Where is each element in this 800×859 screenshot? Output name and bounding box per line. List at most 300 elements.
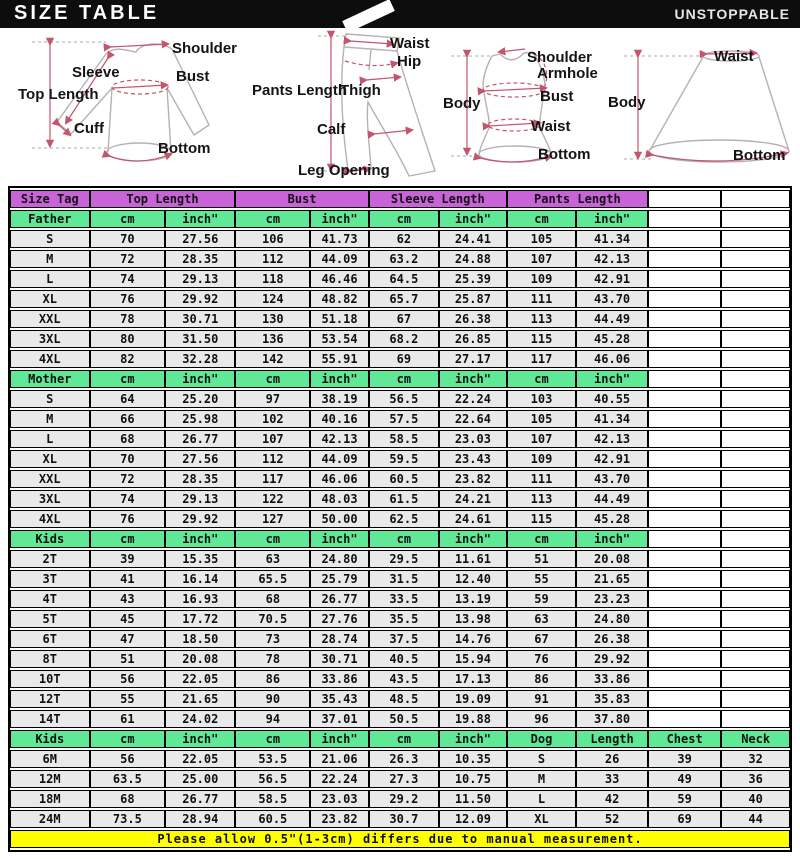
- size-tag-cell: 4XL: [10, 510, 90, 528]
- value-cell: 23.43: [439, 450, 507, 468]
- blank-cell: [721, 230, 790, 248]
- value-cell: 42.13: [576, 250, 648, 268]
- value-cell: 46.06: [576, 350, 648, 368]
- value-cell: 52: [576, 810, 648, 828]
- value-cell: 29.2: [369, 790, 439, 808]
- value-cell: 22.24: [310, 770, 369, 788]
- value-cell: 70: [90, 230, 166, 248]
- value-cell: 25.98: [165, 410, 235, 428]
- value-cell: 21.65: [576, 570, 648, 588]
- header-bar: [0, 0, 800, 28]
- value-cell: 24.21: [439, 490, 507, 508]
- section-name-cell: Father: [10, 210, 90, 228]
- value-cell: 107: [507, 430, 576, 448]
- value-cell: 86: [507, 670, 576, 688]
- value-cell: 41: [90, 570, 166, 588]
- value-cell: 63.2: [369, 250, 439, 268]
- value-cell: 47: [90, 630, 166, 648]
- unit-cell: inch": [310, 210, 369, 228]
- pants-label-calf: Calf: [317, 121, 346, 138]
- value-cell: 74: [90, 270, 166, 288]
- value-cell: 22.24: [439, 390, 507, 408]
- blank-cell: [721, 430, 790, 448]
- value-cell: 27.76: [310, 610, 369, 628]
- value-cell: 117: [507, 350, 576, 368]
- value-cell: 109: [507, 450, 576, 468]
- value-cell: 14.76: [439, 630, 507, 648]
- value-cell: 124: [235, 290, 310, 308]
- value-cell: 33: [576, 770, 648, 788]
- value-cell: 40.5: [369, 650, 439, 668]
- value-cell: 26.38: [576, 630, 648, 648]
- unit-cell: cm: [235, 530, 310, 548]
- value-cell: S: [507, 750, 576, 768]
- size-tag-cell: 3XL: [10, 330, 90, 348]
- value-cell: 58.5: [235, 790, 310, 808]
- value-cell: 55: [507, 570, 576, 588]
- unit-cell: inch": [576, 370, 648, 388]
- value-cell: 127: [235, 510, 310, 528]
- vest-label-bust: Bust: [540, 88, 574, 105]
- value-cell: 68: [90, 790, 166, 808]
- value-cell: 78: [235, 650, 310, 668]
- value-cell: 30.71: [310, 650, 369, 668]
- table-row: [10, 230, 790, 248]
- value-cell: 73: [235, 630, 310, 648]
- value-cell: 122: [235, 490, 310, 508]
- blank-cell: [721, 510, 790, 528]
- pants-label-pants-length: Pants Length: [252, 82, 348, 99]
- value-cell: 24.61: [439, 510, 507, 528]
- unit-cell: cm: [507, 210, 576, 228]
- shirt-label-shoulder: Shoulder: [172, 40, 238, 57]
- value-cell: 20.08: [165, 650, 235, 668]
- unit-cell: inch": [310, 530, 369, 548]
- value-cell: 29.92: [165, 510, 235, 528]
- value-cell: 32.28: [165, 350, 235, 368]
- value-cell: 36: [721, 770, 790, 788]
- value-cell: 29.13: [165, 270, 235, 288]
- size-tag-cell: 6M: [10, 750, 90, 768]
- table-row: [10, 610, 790, 628]
- value-cell: 68.2: [369, 330, 439, 348]
- value-cell: 96: [507, 710, 576, 728]
- value-cell: 74: [90, 490, 166, 508]
- blank-cell: [648, 350, 721, 368]
- table-row: [10, 390, 790, 408]
- table-row: [10, 470, 790, 488]
- value-cell: 24.02: [165, 710, 235, 728]
- unit-cell: inch": [439, 210, 507, 228]
- value-cell: 59: [648, 790, 721, 808]
- value-cell: 27.17: [439, 350, 507, 368]
- value-cell: 27.3: [369, 770, 439, 788]
- value-cell: 33.5: [369, 590, 439, 608]
- value-cell: 41.34: [576, 410, 648, 428]
- value-cell: 32: [721, 750, 790, 768]
- value-cell: 102: [235, 410, 310, 428]
- value-cell: 35.43: [310, 690, 369, 708]
- unit-cell: Chest: [648, 730, 721, 748]
- value-cell: 21.65: [165, 690, 235, 708]
- blank-cell: [721, 330, 790, 348]
- value-cell: 39: [648, 750, 721, 768]
- value-cell: 64: [90, 390, 166, 408]
- vest-label-shoulder: Shoulder: [527, 49, 593, 66]
- value-cell: 130: [235, 310, 310, 328]
- value-cell: 40.16: [310, 410, 369, 428]
- size-tag-cell: 5T: [10, 610, 90, 628]
- value-cell: 24.88: [439, 250, 507, 268]
- blank-cell: [721, 710, 790, 728]
- value-cell: 109: [507, 270, 576, 288]
- size-tag-cell: 12T: [10, 690, 90, 708]
- value-cell: 22.64: [439, 410, 507, 428]
- size-tag-cell: 14T: [10, 710, 90, 728]
- value-cell: 70: [90, 450, 166, 468]
- value-cell: 111: [507, 470, 576, 488]
- value-cell: 78: [90, 310, 166, 328]
- blank-cell: [648, 450, 721, 468]
- value-cell: 42.91: [576, 270, 648, 288]
- section-header-row: [10, 730, 790, 748]
- value-cell: 58.5: [369, 430, 439, 448]
- unit-cell: inch": [165, 370, 235, 388]
- table-row: [10, 510, 790, 528]
- value-cell: 23.03: [439, 430, 507, 448]
- value-cell: 106: [235, 230, 310, 248]
- unit-cell: cm: [90, 370, 166, 388]
- table-row: [10, 550, 790, 568]
- blank-cell: [721, 270, 790, 288]
- blank-cell: [648, 710, 721, 728]
- value-cell: 70.5: [235, 610, 310, 628]
- value-cell: 68: [90, 430, 166, 448]
- value-cell: 22.05: [165, 670, 235, 688]
- value-cell: 25.39: [439, 270, 507, 288]
- blank-cell: [721, 610, 790, 628]
- pants-label-leg-opening: Leg Opening: [298, 162, 390, 179]
- table-row: [10, 330, 790, 348]
- table-row: [10, 650, 790, 668]
- blank-cell: [648, 190, 721, 208]
- value-cell: 15.35: [165, 550, 235, 568]
- blank-cell: [648, 530, 721, 548]
- value-cell: 72: [90, 470, 166, 488]
- value-cell: 60.5: [235, 810, 310, 828]
- size-tag-cell: L: [10, 270, 90, 288]
- value-cell: 23.23: [576, 590, 648, 608]
- blank-cell: [648, 490, 721, 508]
- value-cell: M: [507, 770, 576, 788]
- unit-cell: Length: [576, 730, 648, 748]
- value-cell: 28.94: [165, 810, 235, 828]
- value-cell: 76: [90, 510, 166, 528]
- value-cell: 20.08: [576, 550, 648, 568]
- value-cell: 97: [235, 390, 310, 408]
- value-cell: 46.46: [310, 270, 369, 288]
- size-tag-cell: M: [10, 250, 90, 268]
- value-cell: 38.19: [310, 390, 369, 408]
- blank-cell: [648, 430, 721, 448]
- unit-cell: inch": [576, 210, 648, 228]
- value-cell: 23.82: [310, 810, 369, 828]
- table-row: [10, 670, 790, 688]
- unit-cell: cm: [235, 730, 310, 748]
- size-tag-cell: XL: [10, 290, 90, 308]
- value-cell: 65.7: [369, 290, 439, 308]
- unit-cell: cm: [235, 370, 310, 388]
- size-tag-cell: XXL: [10, 470, 90, 488]
- value-cell: 73.5: [90, 810, 166, 828]
- value-cell: 48.03: [310, 490, 369, 508]
- blank-cell: [648, 550, 721, 568]
- page-title: SIZE TABLE: [14, 2, 160, 24]
- size-tag-cell: M: [10, 410, 90, 428]
- value-cell: 56.5: [235, 770, 310, 788]
- table-row: [10, 410, 790, 428]
- unit-cell: inch": [439, 370, 507, 388]
- value-cell: 49: [648, 770, 721, 788]
- value-cell: 37.01: [310, 710, 369, 728]
- value-cell: 26.77: [310, 590, 369, 608]
- value-cell: 28.35: [165, 250, 235, 268]
- blank-cell: [721, 690, 790, 708]
- shirt-label-cuff: Cuff: [74, 120, 104, 137]
- value-cell: 26.85: [439, 330, 507, 348]
- value-cell: 105: [507, 230, 576, 248]
- value-cell: 90: [235, 690, 310, 708]
- blank-cell: [648, 670, 721, 688]
- unit-cell: Neck: [721, 730, 790, 748]
- size-tag-cell: 3XL: [10, 490, 90, 508]
- table-row: [10, 750, 790, 768]
- value-cell: 45.28: [576, 330, 648, 348]
- table-row: [10, 250, 790, 268]
- value-cell: 15.94: [439, 650, 507, 668]
- blank-cell: [721, 650, 790, 668]
- value-cell: 112: [235, 250, 310, 268]
- value-cell: 113: [507, 310, 576, 328]
- size-tag-cell: XL: [10, 450, 90, 468]
- section-name-cell: Kids: [10, 730, 90, 748]
- value-cell: 91: [507, 690, 576, 708]
- table-row: [10, 570, 790, 588]
- value-cell: 26.3: [369, 750, 439, 768]
- blank-cell: [648, 230, 721, 248]
- value-cell: 26.77: [165, 430, 235, 448]
- size-tag-cell: 6T: [10, 630, 90, 648]
- shirt-label-bottom: Bottom: [158, 140, 211, 157]
- blank-cell: [648, 630, 721, 648]
- section-header-row: [10, 210, 790, 228]
- value-cell: 46.06: [310, 470, 369, 488]
- blank-cell: [721, 290, 790, 308]
- size-tag-cell: 10T: [10, 670, 90, 688]
- value-cell: 48.5: [369, 690, 439, 708]
- value-cell: 117: [235, 470, 310, 488]
- value-cell: 27.56: [165, 230, 235, 248]
- blank-cell: [721, 550, 790, 568]
- blank-cell: [721, 630, 790, 648]
- value-cell: 51: [507, 550, 576, 568]
- value-cell: 24.41: [439, 230, 507, 248]
- pants-label-hip: Hip: [397, 53, 422, 70]
- value-cell: 28.35: [165, 470, 235, 488]
- value-cell: 118: [235, 270, 310, 288]
- value-cell: 18.50: [165, 630, 235, 648]
- size-tag-cell: 8T: [10, 650, 90, 668]
- skirt-outline: [649, 51, 789, 162]
- value-cell: 45.28: [576, 510, 648, 528]
- value-cell: 29.13: [165, 490, 235, 508]
- value-cell: 11.61: [439, 550, 507, 568]
- unit-cell: cm: [507, 370, 576, 388]
- unit-cell: inch": [439, 730, 507, 748]
- value-cell: 61: [90, 710, 166, 728]
- value-cell: 63.5: [90, 770, 166, 788]
- size-tag-cell: S: [10, 390, 90, 408]
- value-cell: 59.5: [369, 450, 439, 468]
- value-cell: 69: [648, 810, 721, 828]
- shirt-label-sleeve: Sleeve: [72, 64, 120, 81]
- value-cell: 103: [507, 390, 576, 408]
- unit-cell: inch": [310, 370, 369, 388]
- value-cell: 42.13: [310, 430, 369, 448]
- blank-cell: [721, 590, 790, 608]
- blank-cell: [648, 330, 721, 348]
- blank-cell: [721, 410, 790, 428]
- unit-cell: cm: [507, 530, 576, 548]
- blank-cell: [648, 470, 721, 488]
- section-header-row: [10, 530, 790, 548]
- diagonal-slash-decoration: [342, 0, 395, 28]
- table-row: [10, 430, 790, 448]
- blank-cell: [648, 290, 721, 308]
- col-header-size-tag: Size Tag: [10, 190, 90, 208]
- value-cell: 76: [507, 650, 576, 668]
- value-cell: 11.50: [439, 790, 507, 808]
- main-header-row: [10, 190, 790, 208]
- col-header-group: Bust: [235, 190, 368, 208]
- blank-cell: [721, 470, 790, 488]
- value-cell: 25.87: [439, 290, 507, 308]
- value-cell: 30.71: [165, 310, 235, 328]
- unit-cell: cm: [369, 730, 439, 748]
- value-cell: 65.5: [235, 570, 310, 588]
- value-cell: 35.5: [369, 610, 439, 628]
- value-cell: 13.98: [439, 610, 507, 628]
- value-cell: 43.5: [369, 670, 439, 688]
- col-header-group: Pants Length: [507, 190, 648, 208]
- value-cell: 42.91: [576, 450, 648, 468]
- unit-cell: cm: [369, 370, 439, 388]
- blank-cell: [721, 390, 790, 408]
- value-cell: 26.38: [439, 310, 507, 328]
- value-cell: 43.70: [576, 470, 648, 488]
- blank-cell: [648, 210, 721, 228]
- table-row: [10, 790, 790, 808]
- value-cell: 105: [507, 410, 576, 428]
- value-cell: 67: [507, 630, 576, 648]
- value-cell: 72: [90, 250, 166, 268]
- value-cell: 51.18: [310, 310, 369, 328]
- table-row: [10, 310, 790, 328]
- value-cell: 29.92: [165, 290, 235, 308]
- size-tag-cell: XXL: [10, 310, 90, 328]
- size-tag-cell: 4XL: [10, 350, 90, 368]
- vest-label-bottom: Bottom: [538, 146, 591, 163]
- value-cell: 42.13: [576, 430, 648, 448]
- table-row: [10, 690, 790, 708]
- value-cell: 86: [235, 670, 310, 688]
- section-header-row: [10, 370, 790, 388]
- unit-cell: inch": [165, 210, 235, 228]
- value-cell: 56.5: [369, 390, 439, 408]
- skirt-label-waist: Waist: [714, 48, 754, 65]
- unit-cell: cm: [90, 730, 166, 748]
- table-row: [10, 770, 790, 788]
- table-row: [10, 290, 790, 308]
- value-cell: 19.09: [439, 690, 507, 708]
- value-cell: 33.86: [576, 670, 648, 688]
- value-cell: 24.80: [310, 550, 369, 568]
- value-cell: 17.72: [165, 610, 235, 628]
- value-cell: 33.86: [310, 670, 369, 688]
- value-cell: 53.5: [235, 750, 310, 768]
- unit-cell: cm: [369, 210, 439, 228]
- brand-label: UNSTOPPABLE: [674, 6, 790, 22]
- value-cell: 59: [507, 590, 576, 608]
- table-row: [10, 450, 790, 468]
- blank-cell: [721, 190, 790, 208]
- value-cell: 21.06: [310, 750, 369, 768]
- blank-cell: [648, 270, 721, 288]
- value-cell: 56: [90, 670, 166, 688]
- value-cell: 66: [90, 410, 166, 428]
- unit-cell: cm: [90, 210, 166, 228]
- section-name-cell: Kids: [10, 530, 90, 548]
- size-tag-cell: S: [10, 230, 90, 248]
- value-cell: 113: [507, 490, 576, 508]
- footer-note-cell: Please allow 0.5"(1-3cm) differs due to manual measurement.: [10, 830, 790, 848]
- value-cell: 51: [90, 650, 166, 668]
- shirt-label-top-length: Top Length: [18, 86, 99, 103]
- blank-cell: [648, 610, 721, 628]
- blank-cell: [648, 370, 721, 388]
- blank-cell: [721, 310, 790, 328]
- value-cell: 44.09: [310, 450, 369, 468]
- value-cell: 31.50: [165, 330, 235, 348]
- value-cell: 19.88: [439, 710, 507, 728]
- value-cell: 82: [90, 350, 166, 368]
- value-cell: 23.03: [310, 790, 369, 808]
- value-cell: 48.82: [310, 290, 369, 308]
- value-cell: 107: [507, 250, 576, 268]
- skirt-label-bottom: Bottom: [733, 147, 786, 164]
- size-tag-cell: 2T: [10, 550, 90, 568]
- value-cell: 107: [235, 430, 310, 448]
- footer-note-row: [10, 830, 790, 848]
- table-row: [10, 350, 790, 368]
- blank-cell: [721, 350, 790, 368]
- blank-cell: [721, 250, 790, 268]
- value-cell: 26.77: [165, 790, 235, 808]
- value-cell: 112: [235, 450, 310, 468]
- value-cell: 142: [235, 350, 310, 368]
- blank-cell: [721, 210, 790, 228]
- blank-cell: [648, 650, 721, 668]
